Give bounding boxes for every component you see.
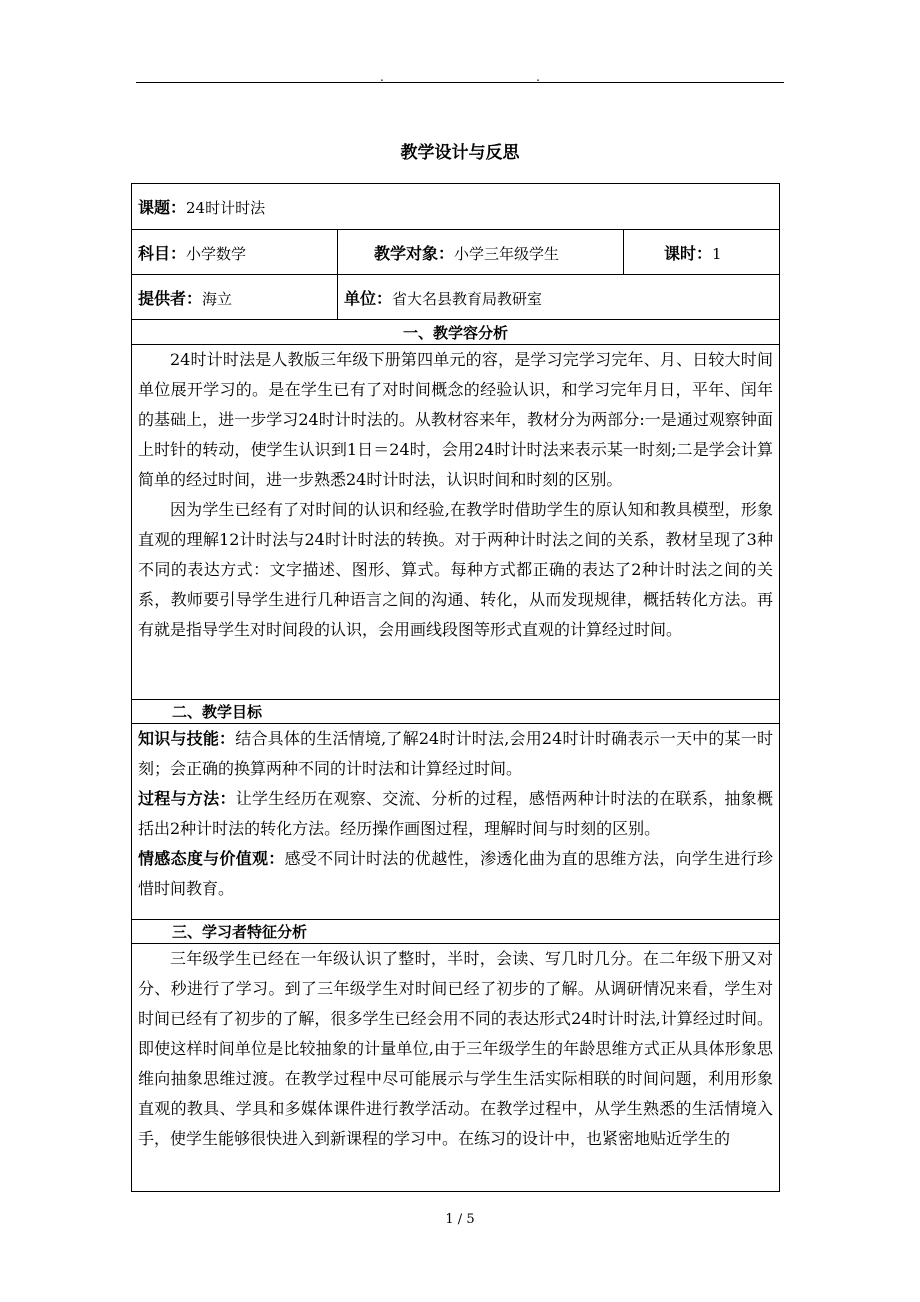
subject-label: 科目： xyxy=(138,243,187,263)
goal-process xyxy=(138,784,773,844)
provider-label: 提供者： xyxy=(138,288,203,308)
subject-value: 小学数学 xyxy=(186,244,247,263)
hours-value: 1 xyxy=(712,244,722,263)
section2-heading-row xyxy=(132,700,780,724)
goal-attitude xyxy=(138,844,773,904)
section1-heading: 一、教学容分析 xyxy=(132,320,780,345)
goal-attitude-text: 感受不同计时法的优越性，渗透化曲为直的思维方法，向学生进行珍惜时间教育。 xyxy=(138,849,773,898)
topic-label: 课题： xyxy=(138,198,187,217)
section1-body xyxy=(132,345,780,700)
topic-row xyxy=(132,184,780,230)
audience-label: 教学对象： xyxy=(374,243,455,263)
unit-value: 省大名县教育局教研室 xyxy=(392,289,543,308)
page-number: 1 / 5 xyxy=(445,1212,475,1227)
subject-cell xyxy=(132,230,338,275)
section2-body-row xyxy=(132,724,780,920)
lesson-plan-table xyxy=(131,183,780,1192)
section1-heading-row xyxy=(132,320,780,345)
hours-cell xyxy=(624,230,780,275)
goal-knowledge-label: 知识与技能： xyxy=(138,729,236,748)
section1-body-row xyxy=(132,345,780,700)
topic-cell xyxy=(132,184,780,230)
topic-value: 24时计时法 xyxy=(186,199,266,217)
header-dot-left: . xyxy=(380,70,384,84)
audience-cell xyxy=(338,230,624,275)
section2-heading: 二、教学目标 xyxy=(132,700,780,724)
goal-process-text: 让学生经历在观察、交流、分析的过程，感悟两种计时法的在联系，抽象概括出2种计时法的转化方法。经历操作画图过程，理解时间与时刻的区别。 xyxy=(138,789,773,838)
header-rule xyxy=(136,82,784,83)
section3-body xyxy=(132,944,780,1192)
unit-cell xyxy=(338,275,780,320)
provider-cell xyxy=(132,275,338,320)
section3-heading: 三、学习者特征分析 xyxy=(132,920,780,944)
unit-label: 单位： xyxy=(344,288,393,308)
provider-row xyxy=(132,275,780,320)
goal-knowledge xyxy=(138,724,773,784)
section2-body xyxy=(132,724,780,920)
goal-process-label: 过程与方法： xyxy=(138,789,236,808)
document-title: 教学设计与反思 xyxy=(400,143,520,163)
provider-value: 海立 xyxy=(202,289,233,308)
goal-knowledge-text: 结合具体的生活情境,了解24时计时法,会用24时计时确表示一天中的某一时刻；会正确的换算两种不同的计时法和计算经过时间。 xyxy=(138,729,773,778)
goal-attitude-label: 情感态度与价值观： xyxy=(138,849,285,868)
section1-paragraph: 因为学生已经有了对时间的认识和经验,在教学时借助学生的原认知和教具模型，形象直观的理解12计时法与24时计时法的转换。对于两种计时法之间的关系，教材呈现了3种不同的表达方式：文字描述、图形、算式。每种方式都正确的表达了2种计时法之间的关系，教师要引导学生进行几种语言之间的沟通、转化，从而发现规律，概括转化方法。再有就是指导学生对时间段的认识，会用画线段图等形式直观的计算经过时间。 xyxy=(138,500,773,639)
hours-label: 课时： xyxy=(664,243,713,263)
section3-heading-row xyxy=(132,920,780,944)
header-dot-right: . xyxy=(536,70,540,84)
subject-row xyxy=(132,230,780,275)
section3-paragraph: 三年级学生已经在一年级认识了整时，半时，会读、写几时几分。在二年级下册又对分、秒进行了学习。到了三年级学生对时间已经了初步的了解。从调研情况来看，学生对时间已经有了初步的了解，很多学生已经会用不同的表达形式24时计时法,计算经过时间。即使这样时间单位是比较抽象的计量单位,由于三年级学生的年龄思维方式正从具体形象思维向抽象思维过渡。在教学过程中尽可能展示与学生生活实际相联的时间问题，利用形象直观的教具、学具和多媒体课件进行教学活动。在教学过程中，从学生熟悉的生活情境入手，使学生能够很快进入到新课程的学习中。在练习的设计中，也紧密地贴近学生的 xyxy=(138,949,773,1148)
audience-value: 小学三年级学生 xyxy=(454,244,560,263)
section3-body-row xyxy=(132,944,780,1192)
section1-paragraph: 24时计时法是人教版三年级下册第四单元的容，是学习完学习完年、月、日较大时间单位展开学习的。是在学生已有了对时间概念的经验认识，和学习完年月日，平年、闰年的基础上，进一步学习24时计时法的。从教材容来年，教材分为两部分:一是通过观察钟面上时针的转动，使学生认识到1日＝24时，会用24时计时法来表示某一时刻;二是学会计算简单的经过时间，进一步熟悉24时计时法，认识时间和时刻的区别。 xyxy=(138,350,773,489)
